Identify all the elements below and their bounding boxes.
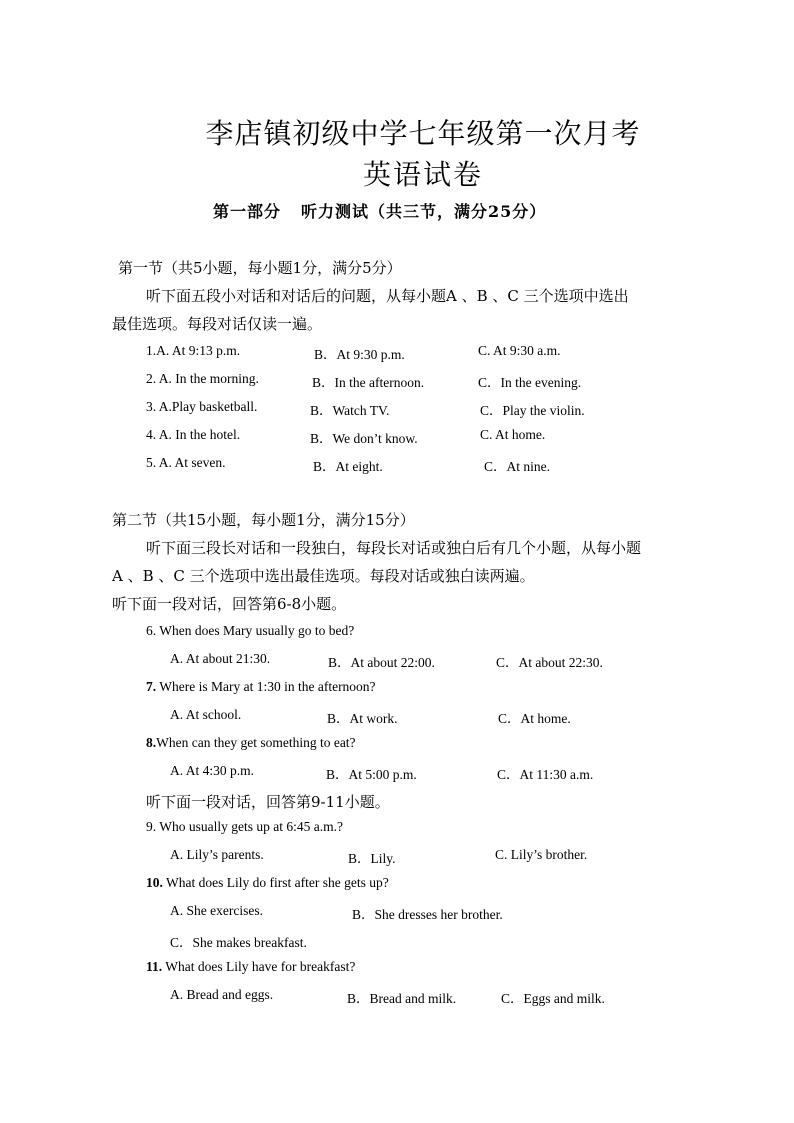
- part1-name: 听力测试（共三节，满分25分）: [301, 202, 547, 221]
- q10-option-c: C．She makes breakfast.: [170, 935, 307, 950]
- q7-option-b: B．At work.: [327, 711, 398, 726]
- q2-option-a: 2. A. In the morning.: [146, 371, 259, 386]
- q7-stem: [146, 679, 376, 695]
- exam-subtitle: 英语试卷: [362, 158, 483, 191]
- part1-heading: [213, 199, 546, 222]
- q8-stem: [146, 735, 356, 751]
- q11-option-c: C．Eggs and milk.: [501, 991, 605, 1006]
- q7-text: Where is Mary at 1:30 in the afternoon?: [156, 679, 376, 694]
- q11-text: What does Lily have for breakfast?: [162, 959, 356, 974]
- q8-option-c: C．At 11:30 a.m.: [497, 767, 594, 782]
- dialogue2-intro: 听下面一段对话，回答第9-11小题。: [146, 793, 390, 811]
- q6-option-a: A. At about 21:30.: [170, 651, 271, 666]
- q11-option-b: B．Bread and milk.: [347, 991, 457, 1006]
- q1-option-b: B．At 9:30 p.m.: [314, 347, 405, 362]
- q8-option-a: A. At 4:30 p.m.: [170, 763, 255, 778]
- q6-option-c: C．At about 22:30.: [496, 655, 603, 670]
- q3-option-a: 3. A.Play basketball.: [146, 399, 258, 414]
- exam-title: 李店镇初级中学七年级第一次月考: [205, 117, 641, 150]
- q5-option-c: C．At nine.: [484, 459, 550, 474]
- section1-instruction-line1: 听下面五段小对话和对话后的问题，从每小题A 、B 、C 三个选项中选出: [146, 287, 629, 305]
- q7-option-c: C．At home.: [498, 711, 571, 726]
- q9-stem: 9. Who usually gets up at 6:45 a.m.?: [146, 819, 343, 834]
- q10-number: 10.: [146, 875, 163, 890]
- q10-text: What does Lily do first after she gets up?: [162, 875, 389, 890]
- q9-option-c: C. Lily’s brother.: [495, 847, 588, 862]
- section2-instruction-line1: 听下面三段长对话和一段独白，每段长对话或独白后有几个小题，从每小题: [146, 539, 642, 557]
- q4-option-c: C. At home.: [480, 427, 546, 442]
- q9-option-a: A. Lily’s parents.: [170, 847, 264, 862]
- q11-stem: [146, 959, 355, 975]
- q6-option-b: B．At about 22:00.: [328, 655, 435, 670]
- q8-text: When can they get something to eat?: [156, 735, 356, 750]
- q2-option-b: B．In the afternoon.: [312, 375, 425, 390]
- section2-instruction-line2: A 、B 、C 三个选项中选出最佳选项。每段对话或独白读两遍。: [112, 567, 535, 585]
- q1-option-c: C. At 9:30 a.m.: [478, 343, 561, 358]
- q7-number: 7.: [146, 679, 157, 694]
- q5-option-b: B．At eight.: [313, 459, 383, 474]
- q5-option-a: 5. A. At seven.: [146, 455, 226, 470]
- section1-header: 第一节（共5小题，每小题1分，满分5分）: [118, 259, 402, 277]
- section1-instruction-line2: 最佳选项。每段对话仅读一遍。: [112, 315, 323, 333]
- q1-option-a: 1.A. At 9:13 p.m.: [146, 343, 241, 358]
- dialogue1-intro: 听下面一段对话，回答第6-8小题。: [112, 595, 347, 613]
- part1-label: 第一部分: [213, 202, 282, 221]
- q11-option-a: A. Bread and eggs.: [170, 987, 274, 1002]
- q3-option-c: C．Play the violin.: [480, 403, 585, 418]
- q10-stem: [146, 875, 389, 891]
- q8-number: 8.: [146, 735, 157, 750]
- section2-header: 第二节（共15小题，每小题1分，满分15分）: [112, 511, 415, 529]
- q4-option-a: 4. A. In the hotel.: [146, 427, 241, 442]
- q7-option-a: A. At school.: [170, 707, 242, 722]
- q9-option-b: B．Lily.: [348, 851, 396, 866]
- q10-option-a: A. She exercises.: [170, 903, 263, 918]
- q4-option-b: B．We don’t know.: [310, 431, 418, 446]
- q10-option-b: B．She dresses her brother.: [352, 907, 503, 922]
- q2-option-c: C．In the evening.: [478, 375, 582, 390]
- q8-option-b: B．At 5:00 p.m.: [326, 767, 417, 782]
- q11-number: 11.: [146, 959, 163, 974]
- q6-stem: 6. When does Mary usually go to bed?: [146, 623, 355, 638]
- q3-option-b: B．Watch TV.: [310, 403, 390, 418]
